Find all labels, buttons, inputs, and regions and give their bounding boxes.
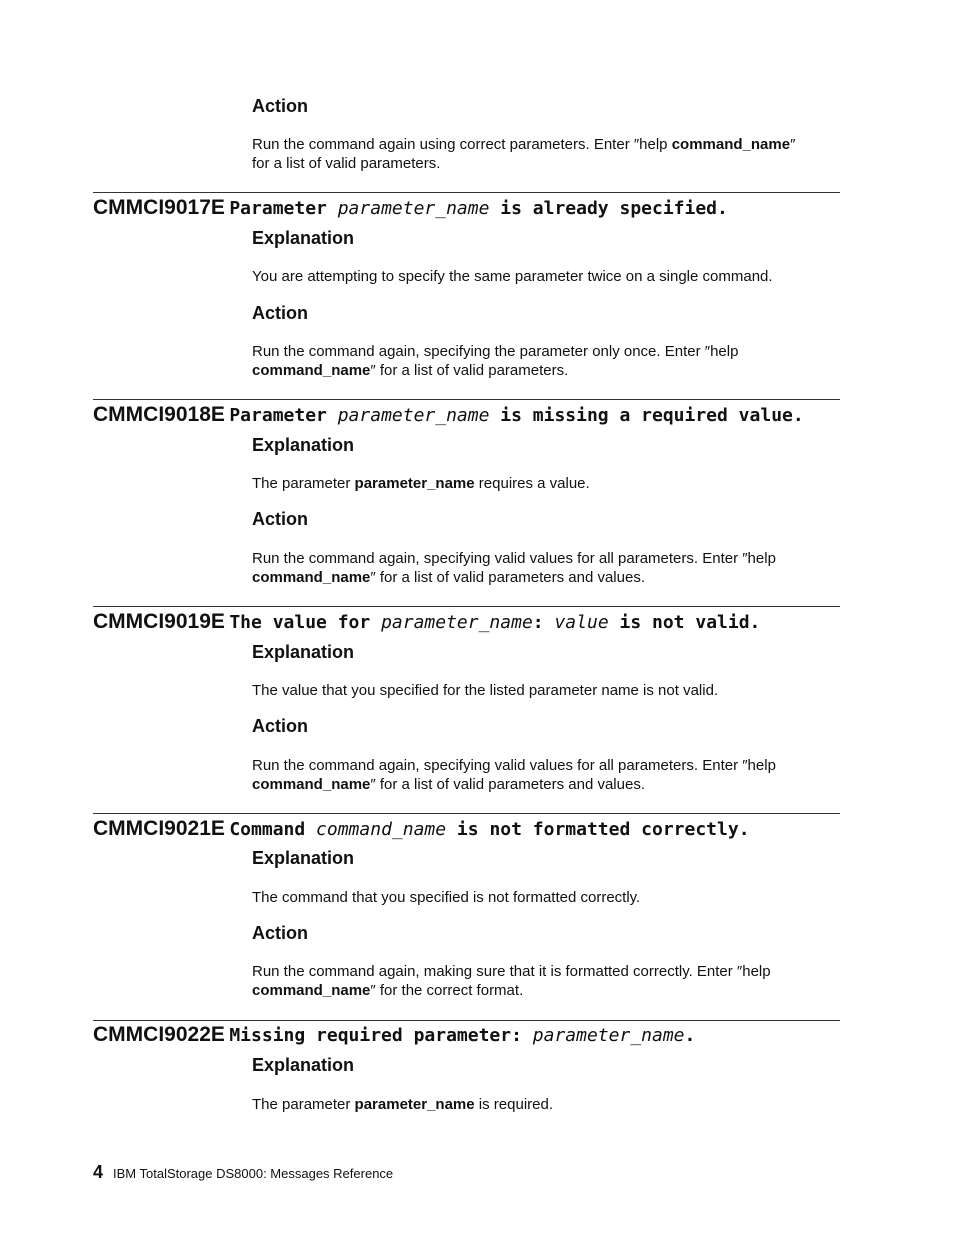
action-heading: Action (252, 509, 308, 529)
action-text: Run the command again, specifying valid values for all parameters. Enter ″help command_name″ for a list of valid parameters and values. (252, 757, 776, 793)
action-text: Run the command again, specifying valid values for all parameters. Enter ″help command_name″ for a list of valid parameters and values. (252, 550, 776, 586)
message-title-9017: CMMCI9017E Parameter parameter_name is already specified. (93, 196, 728, 219)
message-code: CMMCI9022E (93, 1023, 225, 1046)
message-code: CMMCI9018E (93, 403, 225, 426)
explanation-text: You are attempting to specify the same parameter twice on a single command. (252, 268, 773, 285)
explanation-text: The parameter parameter_name is required. (252, 1096, 553, 1113)
action-text: Run the command again, specifying the parameter only once. Enter ″help command_name″ for a list of valid parameters. (252, 343, 739, 379)
divider (93, 606, 840, 607)
explanation-heading: Explanation (252, 848, 355, 868)
book-title: IBM TotalStorage DS8000: Messages Reference (113, 1166, 394, 1181)
page-number: 4 (93, 1162, 104, 1182)
action-heading: Action (252, 96, 308, 116)
divider (93, 1020, 840, 1021)
explanation-text: The command that you specified is not formatted correctly. (252, 889, 641, 906)
divider (93, 399, 840, 400)
message-code: CMMCI9021E (93, 817, 225, 840)
action-text: Run the command again using correct parameters. Enter ″help command_name″ for a list of valid parameters. (252, 136, 796, 172)
divider (93, 813, 840, 814)
explanation-heading: Explanation (252, 1055, 355, 1075)
explanation-heading: Explanation (252, 435, 355, 455)
message-title-9019: CMMCI9019E The value for parameter_name: value is not valid. (93, 610, 761, 633)
message-title-9018: CMMCI9018E Parameter parameter_name is missing a required value. (93, 403, 804, 426)
action-heading: Action (252, 716, 308, 736)
explanation-text: The value that you specified for the listed parameter name is not valid. (252, 682, 719, 699)
divider (93, 192, 840, 193)
message-title-9021: CMMCI9021E Command command_name is not formatted correctly. (93, 817, 750, 840)
page-footer (93, 1162, 393, 1183)
explanation-heading: Explanation (252, 642, 355, 662)
explanation-text: The parameter parameter_name requires a value. (252, 475, 590, 492)
action-text: Run the command again, making sure that it is formatted correctly. Enter ″help command_name″ for the correct format. (252, 963, 771, 999)
message-code: CMMCI9017E (93, 196, 225, 219)
explanation-heading: Explanation (252, 228, 355, 248)
message-title-9022: CMMCI9022E Missing required parameter: parameter_name. (93, 1023, 696, 1046)
action-heading: Action (252, 303, 308, 323)
action-heading: Action (252, 923, 308, 943)
message-code: CMMCI9019E (93, 610, 225, 633)
